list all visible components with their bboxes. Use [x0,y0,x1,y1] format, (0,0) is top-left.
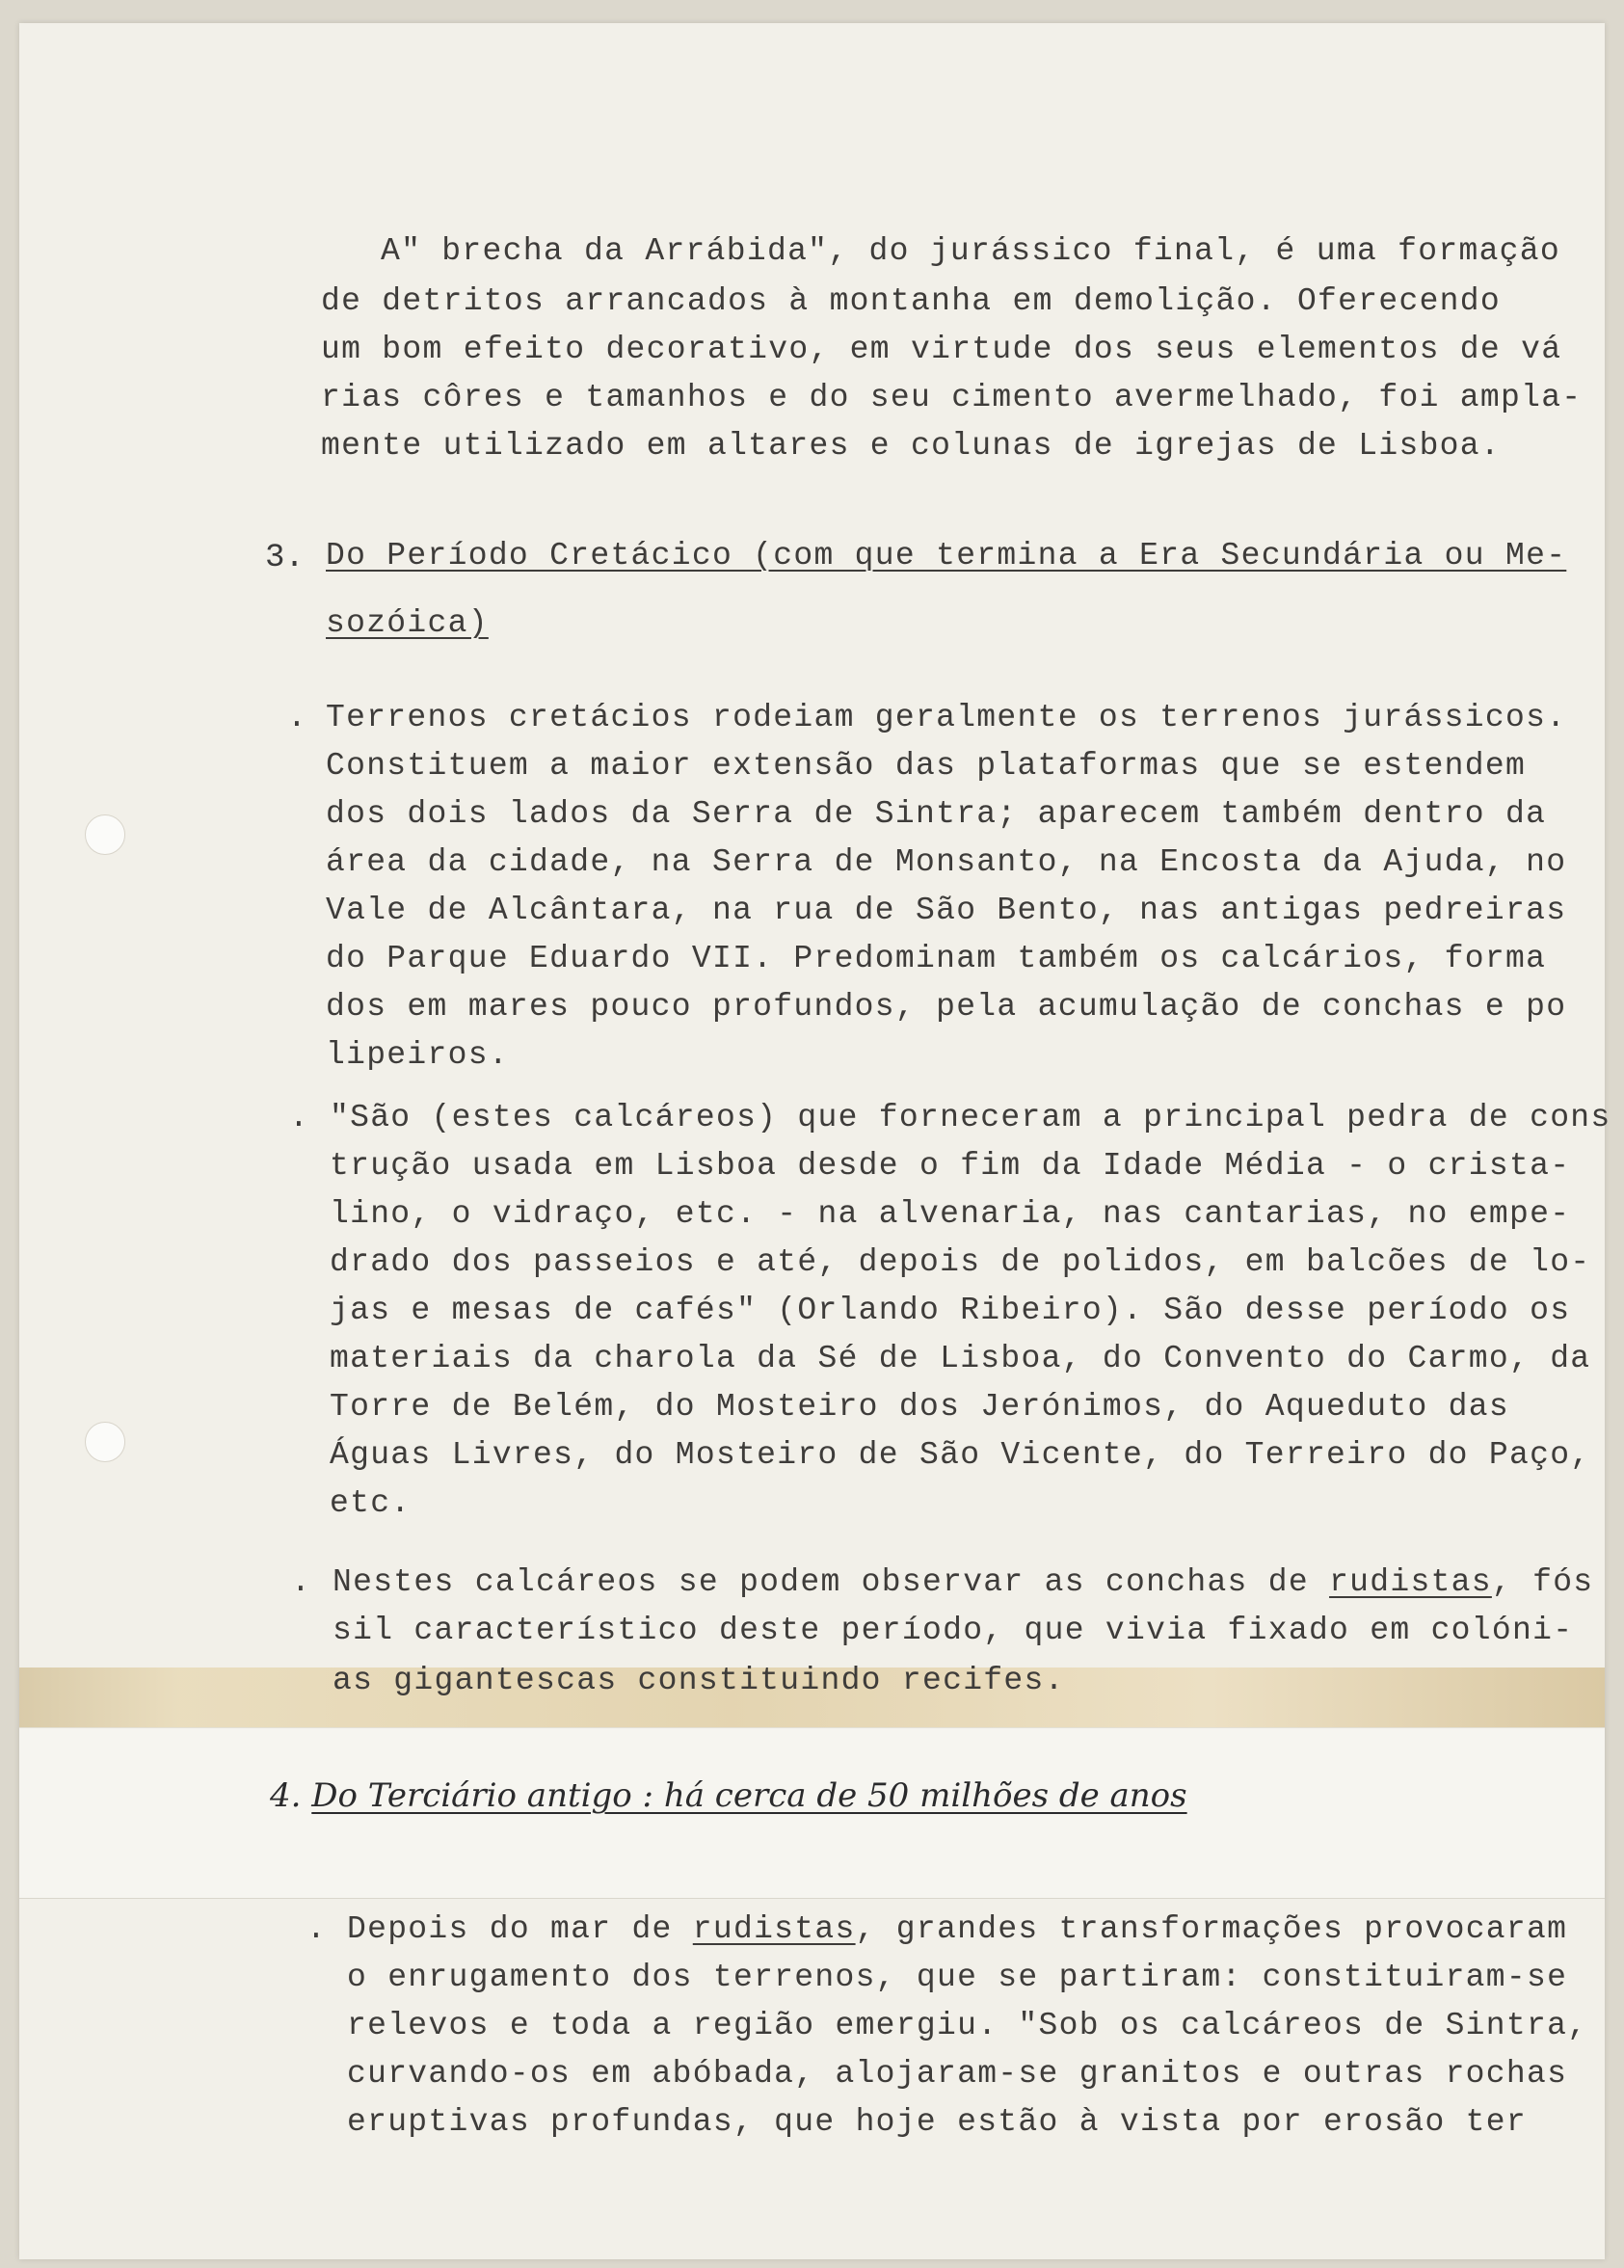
text-line: Vale de Alcântara, na rua de São Bento, nas antigas pedreiras [326,893,1567,928]
text-line: Torre de Belém, do Mosteiro dos Jerónimos, do Aqueduto das [330,1389,1509,1425]
text-line: sil característico deste período, que vivia fixado em colóni- [333,1613,1574,1648]
punch-hole-upper [85,814,125,855]
text-line: mente utilizado em altares e colunas de igrejas de Lisboa. [321,428,1501,464]
text-line: eruptivas profundas, que hoje estão à vista por erosão ter [347,2104,1527,2140]
text-line: dos em mares pouco profundos, pela acumulação de conchas e po [326,989,1567,1025]
bullet-marker: . [289,1100,310,1135]
section-number: 3. [265,540,305,576]
section-title-continued: sozóica) [326,605,489,641]
text-line: "São (estes calcáreos) que forneceram a principal pedra de cons [330,1100,1611,1135]
text-line: Constituem a maior extensão das plataformas que se estendem [326,748,1527,784]
bullet-marker: . [287,700,308,735]
punch-hole-lower [85,1422,125,1462]
text-line: curvando-os em abóbada, alojaram-se granitos e outras rochas [347,2056,1568,2092]
text-line: jas e mesas de cafés" (Orlando Ribeiro). São desse período os [330,1293,1571,1328]
text-line [333,1566,1593,1598]
text-line: trução usada em Lisboa desde o fim da Idade Média - o crista- [330,1148,1571,1184]
text-line: relevos e toda a região emergiu. "Sob os calcáreos de Sintra, [347,2008,1588,2043]
text-segment: Nestes calcáreos se podem observar as conchas de [333,1564,1330,1600]
handwritten-heading [270,1776,1187,1815]
section-title: Do Período Cretácico (com que termina a Era Secundária ou Me- [326,538,1567,574]
text-segment: Depois do mar de [347,1911,693,1947]
text-line: materiais da charola da Sé de Lisboa, do Convento do Carmo, da [330,1341,1591,1376]
text-line: um bom efeito decorativo, em virtude dos seus elementos de vá [321,332,1562,367]
bullet-marker: . [306,1911,328,1947]
underlined-term: rudistas [692,1911,856,1947]
bullet-marker: . [291,1564,312,1600]
text-line: rias côres e tamanhos e do seu cimento avermelhado, foi ampla- [321,380,1583,415]
text-line: as gigantescas constituindo recifes. [333,1663,1065,1698]
text-line: Águas Livres, do Mosteiro de São Vicente, do Terreiro do Paço, [330,1437,1591,1473]
underlined-term: rudistas [1329,1564,1492,1600]
text-line: área da cidade, na Serra de Monsanto, na Encosta da Ajuda, no [326,844,1567,880]
text-line: lipeiros. [326,1037,509,1073]
text-line: lino, o vidraço, etc. - na alvenaria, nas cantarias, no empe- [330,1196,1571,1232]
section-number: 4. [270,1776,302,1815]
text-line: etc. [330,1485,412,1521]
text-line [347,1913,1567,1945]
text-line: A" brecha da Arrábida", do jurássico final, é uma formação [381,233,1560,269]
section-title: Do Terciário antigo : há cerca de 50 milhões de anos [311,1776,1187,1815]
text-segment: , fós [1491,1564,1594,1600]
text-segment: , grandes transformações provocaram [855,1911,1568,1947]
text-line: Terrenos cretácios rodeiam geralmente os terrenos jurássicos. [326,700,1567,735]
text-line: do Parque Eduardo VII. Predominam também os calcários, forma [326,941,1547,976]
text-line: de detritos arrancados à montanha em demolição. Oferecendo [321,283,1501,319]
text-line: dos dois lados da Serra de Sintra; aparecem também dentro da [326,796,1547,832]
text-line: o enrugamento dos terrenos, que se partiram: constituiram-se [347,1960,1568,1995]
text-line: drado dos passeios e até, depois de polidos, em balcões de lo- [330,1244,1591,1280]
